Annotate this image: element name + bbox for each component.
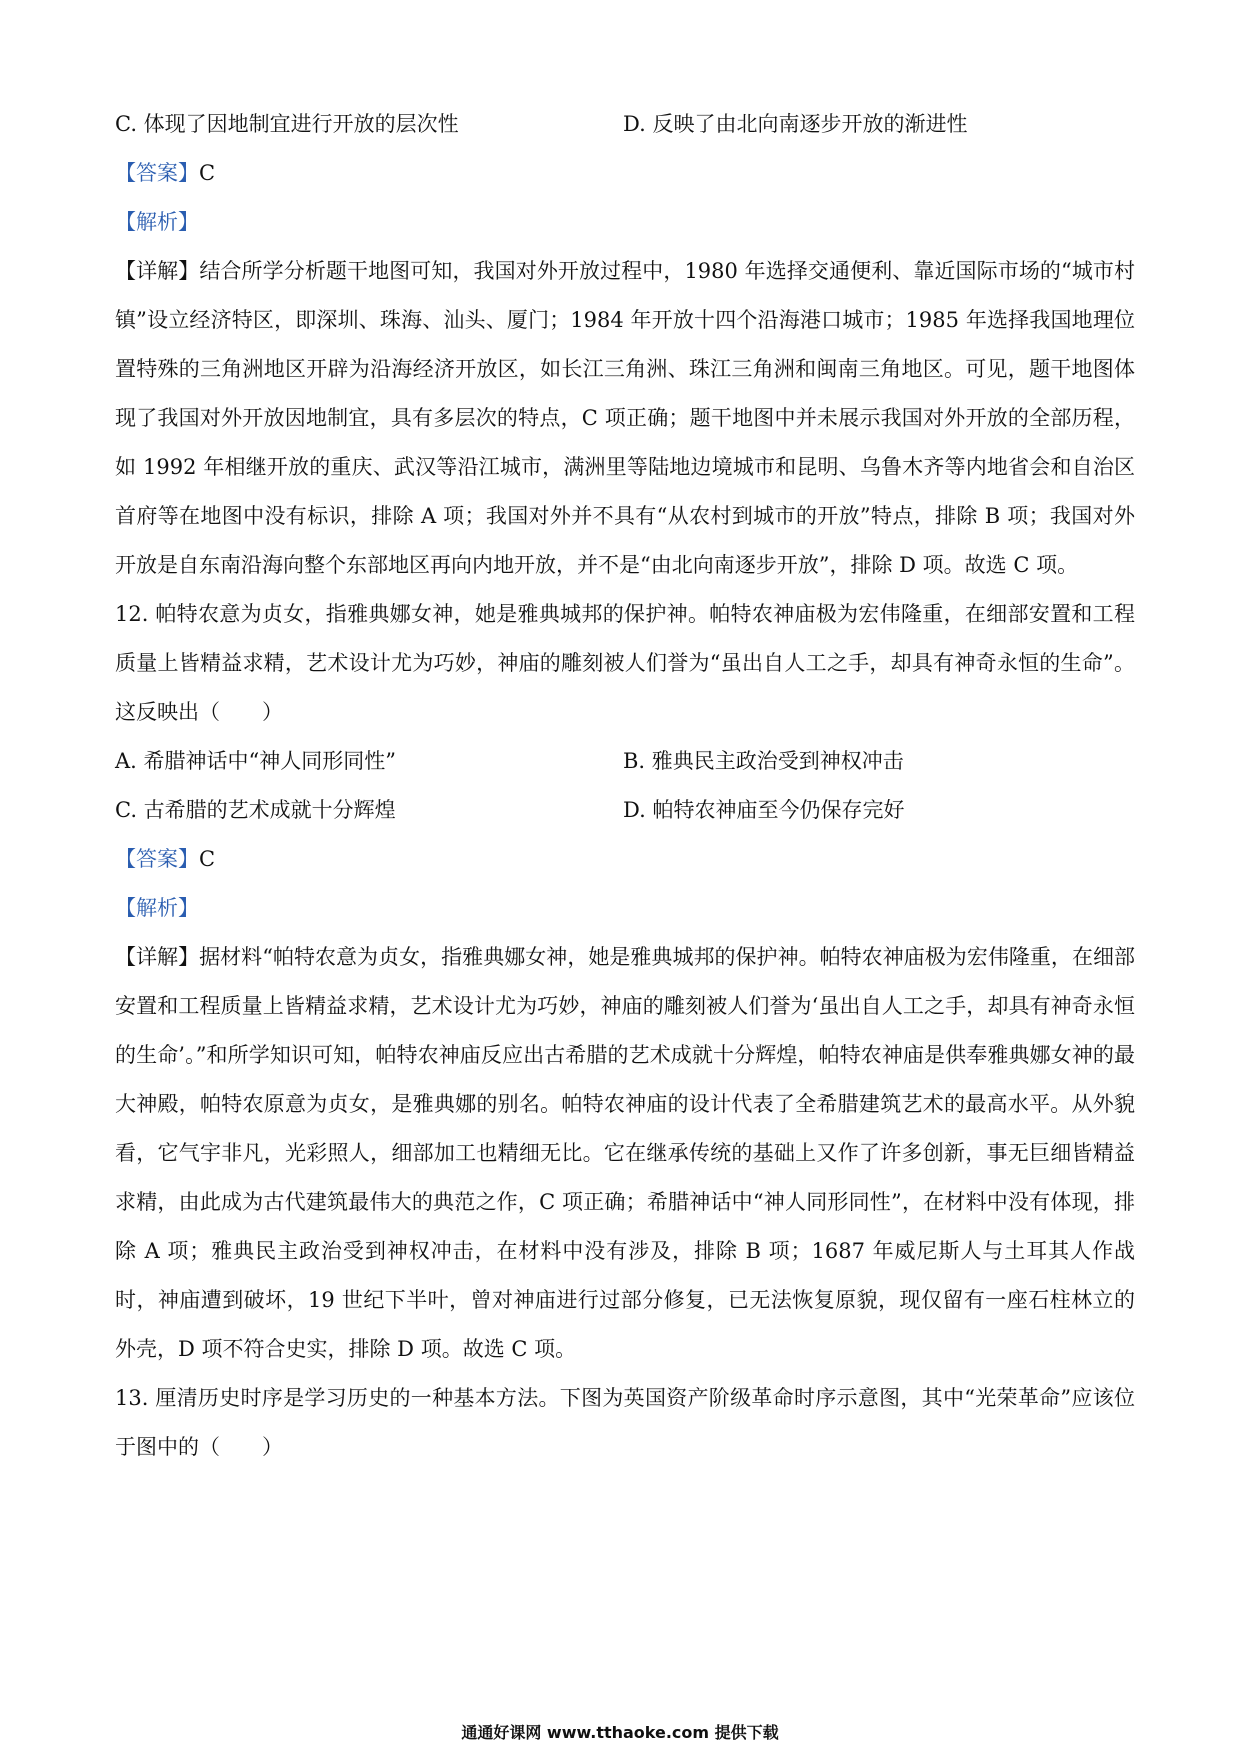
q12-answer-value: C	[199, 847, 216, 871]
q12-option-a: A. 希腊神话中“神人同形同性”	[115, 749, 396, 773]
q12-analysis-tag: 【解析】	[115, 896, 199, 920]
q12-options-row-cd	[115, 786, 1135, 835]
q12-option-b: B. 雅典民主政治受到神权冲击	[623, 749, 904, 773]
q11-analysis-line	[115, 198, 1135, 247]
q11-options-row	[115, 100, 1135, 149]
q12-option-d: D. 帕特农神庙至今仍保存完好	[623, 798, 905, 822]
page-content	[115, 100, 1135, 1472]
q11-detail-paragraph	[115, 247, 1135, 590]
q11-answer-tag: 【答案】	[115, 161, 199, 185]
q12-answer-line	[115, 835, 1135, 884]
q12-answer-tag: 【答案】	[115, 847, 199, 871]
q11-detail-text: 结合所学分析题干地图可知，我国对外开放过程中，1980 年选择交通便利、靠近国际市场的“城市村镇”设立经济特区，即深圳、珠海、汕头、厦门；1984 年开放十四个沿海港口城市；1985 年选择我国地理位置特殊的三角洲地区开辟为沿海经济开放区，如长江三角洲、珠江三角洲和闽南三角地区。可见，题干地图体现了我国对外开放因地制宜，具有多层次的特点，C 项正确；题干地图中并未展示我国对外开放的全部历程，如 1992 年相继开放的重庆、武汉等沿江城市，满洲里等陆地边境城市和昆明、乌鲁木齐等内地省会和自治区首府等在地图中没有标识，排除 A 项；我国对外并不具有“从农村到城市的开放”特点，排除 B 项；我国对外开放是自东南沿海向整个东部地区再向内地开放，并不是“由北向南逐步开放”，排除 D 项。故选 C 项。	[115, 259, 1136, 577]
q11-answer-line	[115, 149, 1135, 198]
q12-detail-paragraph	[115, 933, 1135, 1374]
q11-answer-value: C	[199, 161, 216, 185]
q12-detail-text: 据材料“帕特农意为贞女，指雅典娜女神，她是雅典城邦的保护神。帕特农神庙极为宏伟隆重，在细部安置和工程质量上皆精益求精，艺术设计尤为巧妙，神庙的雕刻被人们誉为‘虽出自人工之手，却具有神奇永恒的生命’。”和所学知识可知，帕特农神庙反应出古希腊的艺术成就十分辉煌，帕特农神庙是供奉雅典娜女神的最大神殿，帕特农原意为贞女，是雅典娜的别名。帕特农神庙的设计代表了全希腊建筑艺术的最高水平。从外貌看，它气宇非凡，光彩照人，细部加工也精细无比。它在继承传统的基础上又作了许多创新，事无巨细皆精益求精，由此成为古代建筑最伟大的典范之作，C 项正确；希腊神话中“神人同形同性”，在材料中没有体现，排除 A 项；雅典民主政治受到神权冲击，在材料中没有涉及，排除 B 项；1687 年威尼斯人与土耳其人作战时，神庙遭到破坏，19 世纪下半叶，曾对神庙进行过部分修复，已无法恢复原貌，现仅留有一座石柱林立的外壳，D 项不符合史实，排除 D 项。故选 C 项。	[115, 945, 1136, 1361]
q12-detail-tag: 【详解】	[115, 945, 200, 969]
q11-option-d: D. 反映了由北向南逐步开放的渐进性	[623, 112, 968, 136]
q13-stem: 13. 厘清历史时序是学习历史的一种基本方法。下图为英国资产阶级革命时序示意图，其中“光荣革命”应该位于图中的（ ）	[115, 1386, 1135, 1459]
page-footer: 通通好课网 www.tthaoke.com 提供下载	[461, 1723, 779, 1742]
q12-analysis-line	[115, 884, 1135, 933]
q12-options-row-ab	[115, 737, 1135, 786]
q11-option-c: C. 体现了因地制宜进行开放的层次性	[115, 112, 459, 136]
q12-option-c: C. 古希腊的艺术成就十分辉煌	[115, 798, 396, 822]
q11-detail-tag: 【详解】	[115, 259, 200, 283]
q11-analysis-tag: 【解析】	[115, 210, 199, 234]
q12-stem: 12. 帕特农意为贞女，指雅典娜女神，她是雅典城邦的保护神。帕特农神庙极为宏伟隆重，在细部安置和工程质量上皆精益求精，艺术设计尤为巧妙，神庙的雕刻被人们誉为“虽出自人工之手，却具有神奇永恒的生命”。这反映出（ ）	[115, 602, 1135, 724]
